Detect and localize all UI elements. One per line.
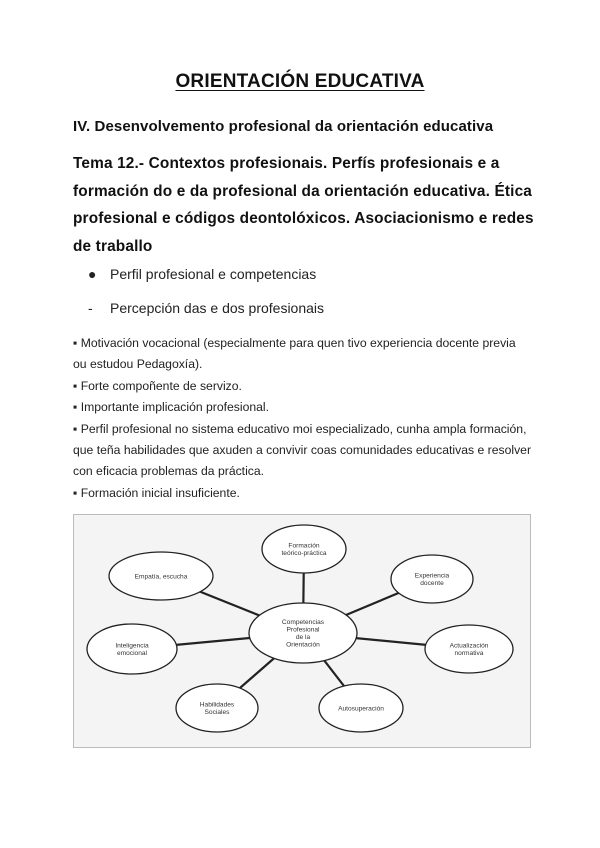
- center-node-label: Profesional: [286, 626, 320, 634]
- node-label: Experiencia: [414, 572, 450, 580]
- center-node-label: de la: [295, 634, 311, 641]
- topic-heading-line: de traballo: [73, 237, 153, 255]
- body-line: ▪ Importante implicación profesional.: [73, 400, 270, 415]
- node-label: docente: [420, 580, 444, 587]
- node-label: Habilidades: [199, 701, 235, 709]
- node-label: Sociales: [204, 709, 230, 716]
- body-line: que teña habilidades que axuden a convivir coas comunidades educativas e resolver: [73, 443, 532, 458]
- bullet-marker: ●: [88, 266, 97, 282]
- bullet-text: Percepción das e dos profesionais: [110, 300, 325, 316]
- bullet-text: Perfil profesional e competencias: [110, 266, 317, 282]
- node-label: Formación: [288, 542, 320, 550]
- bullet-item: [88, 300, 324, 316]
- node-label: Inteligencia: [115, 642, 149, 650]
- node-label: teórico-práctica: [281, 550, 327, 557]
- body-line: con eficacia problemas da práctica.: [73, 464, 265, 479]
- competencies-diagram: [73, 514, 531, 748]
- node-label: normativa: [454, 650, 484, 657]
- document-title: ORIENTACIÓN EDUCATIVA: [175, 71, 425, 92]
- dash-marker: -: [88, 300, 93, 316]
- body-line: ▪ Motivación vocacional (especialmente para quen tivo experiencia docente previa: [73, 336, 516, 350]
- topic-heading-line: profesional e códigos deontolóxicos. Asociacionismo e redes: [73, 210, 534, 227]
- node-label: Empatía, escucha: [134, 573, 188, 581]
- node-label: emocional: [116, 650, 148, 657]
- topic-heading: [73, 150, 543, 260]
- center-node-label: Orientación: [286, 641, 320, 649]
- body-line: ▪ Formación inicial insuficiente.: [73, 485, 240, 500]
- section-heading: IV. Desenvolvemento profesional da orientación educativa: [73, 118, 494, 135]
- topic-heading-line: formación do e da profesional da orientación educativa. Ética: [73, 182, 533, 200]
- body-line: ou estudou Pedagoxía).: [73, 357, 203, 372]
- body-line: ▪ Perfil profesional no sistema educativo moi especializado, cunha ampla formación,: [73, 421, 527, 436]
- body-text: [73, 333, 543, 504]
- diagram-canvas: [74, 515, 530, 747]
- topic-heading-line: Tema 12.- Contextos profesionais. Perfís profesionais e a: [73, 155, 500, 172]
- bullet-item: [88, 266, 316, 282]
- center-node-label: Competencias: [281, 619, 325, 627]
- body-line: ▪ Forte compoñente de servizo.: [73, 378, 242, 393]
- node-label: Actualización: [449, 642, 489, 650]
- node-label: Autosuperación: [338, 705, 384, 713]
